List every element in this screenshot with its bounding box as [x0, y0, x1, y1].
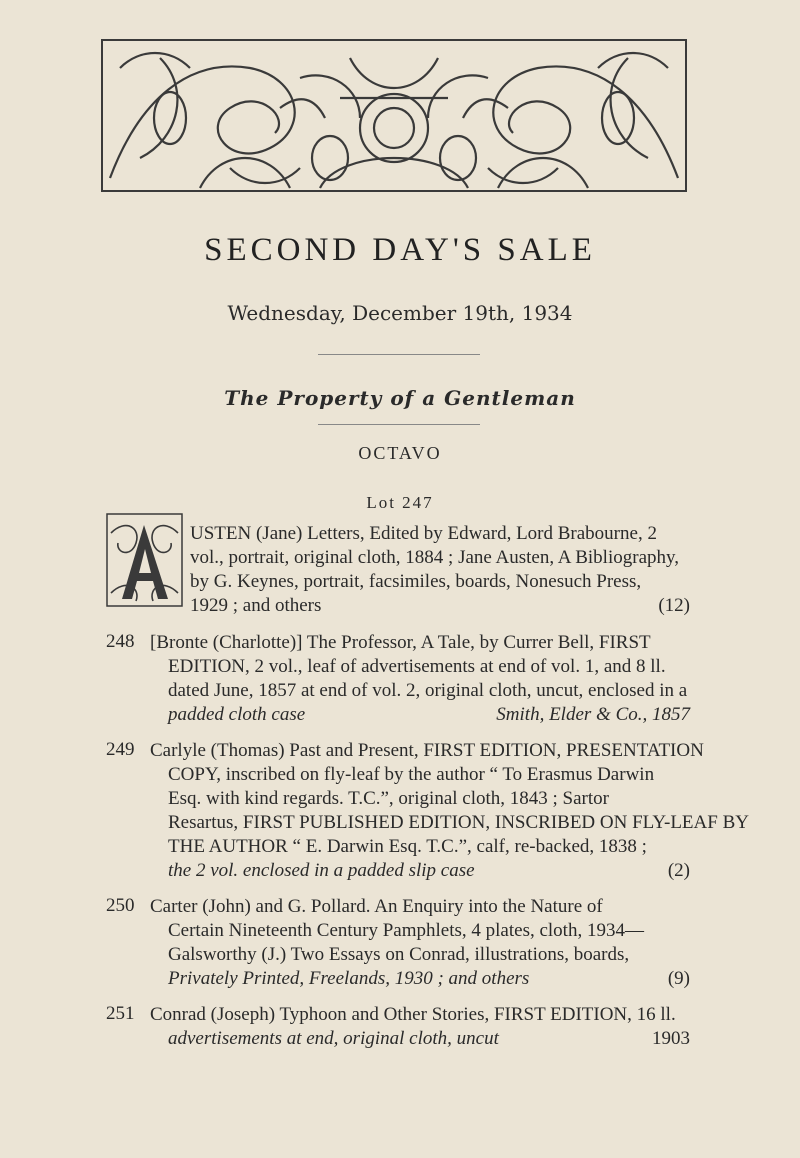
- lot-line: padded cloth case: [168, 704, 306, 725]
- lot-line: [Bronte (Charlotte)] The Professor, A Tale, by Currer Bell, FIRST: [150, 632, 651, 653]
- lot-entry: [150, 895, 690, 991]
- lot-number: 251: [106, 1003, 135, 1024]
- lot-entry: [150, 1003, 690, 1051]
- divider: [318, 354, 480, 355]
- lot-line: Conrad (Joseph) Typhoon and Other Stories, FIRST EDITION, 16 ll.: [150, 1004, 676, 1025]
- lot-count: (9): [667, 968, 690, 989]
- lot-entry: [190, 522, 690, 618]
- lot-line: by G. Keynes, portrait, facsimiles, boards, Nonesuch Press,: [190, 571, 642, 592]
- lot-line: Galsworthy (J.) Two Essays on Conrad, illustrations, boards,: [168, 944, 630, 965]
- lot-line: Certain Nineteenth Century Pamphlets, 4 plates, cloth, 1934—: [168, 920, 644, 941]
- page-title: SECOND DAY'S SALE: [204, 232, 596, 268]
- lot-entry: [150, 739, 749, 883]
- lot-line: the 2 vol. enclosed in a padded slip case: [168, 860, 475, 881]
- lot-line: Esq. with kind regards. T.C.”, original cloth, 1843 ; Sartor: [168, 788, 609, 809]
- lot-count: (12): [658, 595, 690, 616]
- lot-count: (2): [667, 860, 690, 881]
- ornamental-header-icon: [100, 38, 688, 193]
- lot-line: Privately Printed, Freelands, 1930 ; and others: [168, 968, 530, 989]
- lot-number: 248: [106, 631, 135, 652]
- lot-heading: Lot 247: [366, 493, 434, 512]
- lot-line: Resartus, FIRST PUBLISHED EDITION, INSCRIBED ON FLY-LEAF BY: [168, 812, 749, 833]
- lot-number: 250: [106, 895, 135, 916]
- lot-line: Carlyle (Thomas) Past and Present, FIRST EDITION, PRESENTATION: [150, 740, 704, 761]
- lot-line: advertisements at end, original cloth, uncut: [168, 1028, 499, 1049]
- lot-line: Carter (John) and G. Pollard. An Enquiry into the Nature of: [150, 896, 603, 917]
- sale-date: Wednesday, December 19th, 1934: [227, 301, 573, 325]
- lot-number: 249: [106, 739, 135, 760]
- lot-entry: [150, 631, 690, 727]
- lot-line: vol., portrait, original cloth, 1884 ; Jane Austen, A Bibliography,: [190, 547, 680, 568]
- lot-year: 1903: [652, 1028, 690, 1049]
- lot-line: dated June, 1857 at end of vol. 2, original cloth, uncut, enclosed in a: [168, 680, 688, 701]
- lot-publisher: Smith, Elder & Co., 1857: [496, 704, 690, 725]
- lot-line: 1929 ; and others: [190, 595, 322, 616]
- decorated-initial-icon: [106, 513, 183, 607]
- lot-line: EDITION, 2 vol., leaf of advertisements at end of vol. 1, and 8 ll.: [168, 656, 666, 677]
- lot-line: THE AUTHOR “ E. Darwin Esq. T.C.”, calf, re-backed, 1838 ;: [168, 836, 647, 857]
- lot-line: USTEN (Jane) Letters, Edited by Edward, Lord Brabourne, 2: [190, 523, 657, 544]
- divider: [318, 424, 480, 425]
- lot-line: COPY, inscribed on fly-leaf by the author “ To Erasmus Darwin: [168, 764, 655, 785]
- property-heading: The Property of a Gentleman: [224, 386, 576, 410]
- section-heading: OCTAVO: [358, 443, 442, 463]
